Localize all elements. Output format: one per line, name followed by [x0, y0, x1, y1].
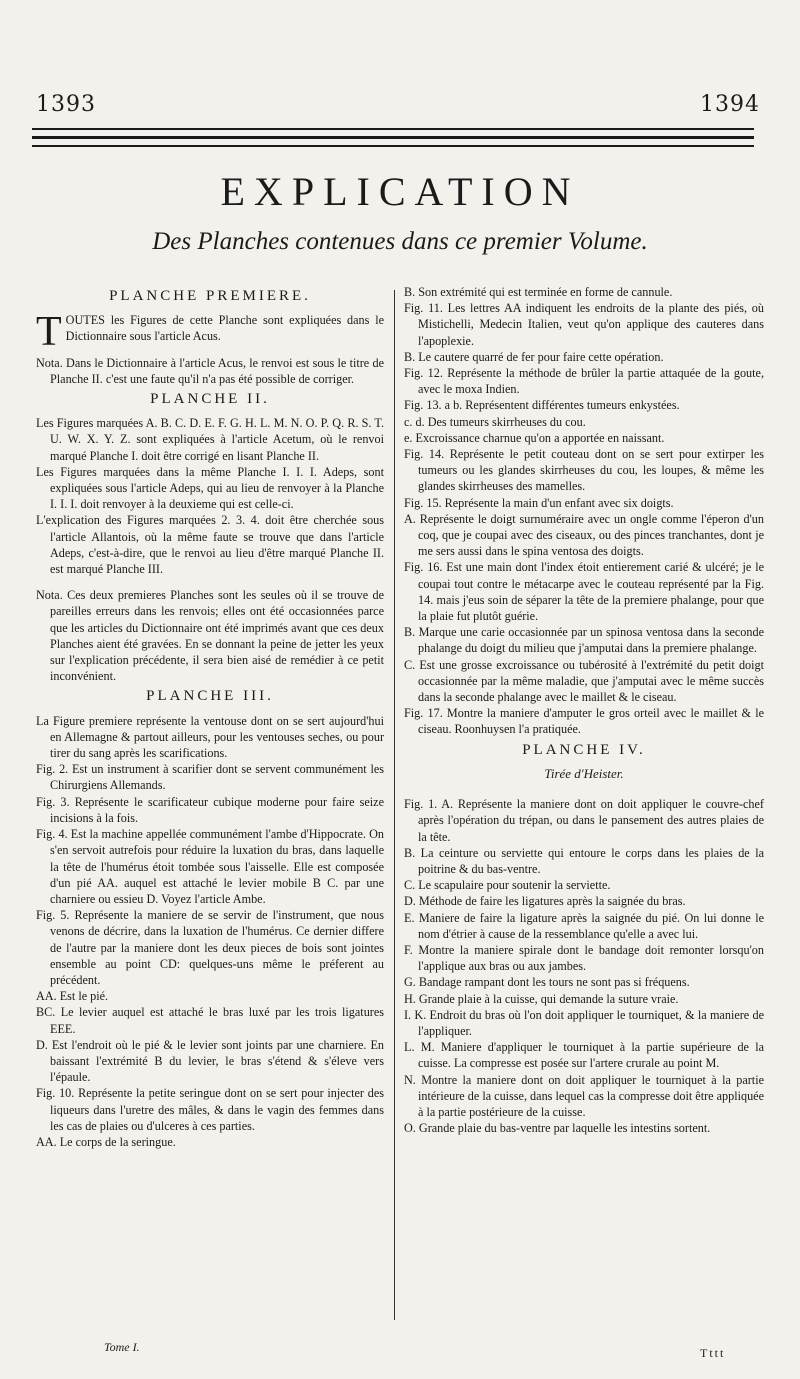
- figure-entry: Fig. 3. Représente le scarificateur cubique moderne pour faire seize incisions à la fois.: [36, 794, 384, 825]
- section-subheading: Tirée d'Heister.: [544, 765, 624, 781]
- section-heading: PLANCHE III.: [146, 688, 274, 705]
- figure-entry: F. Montre la maniere spirale dont le bandage doit remonter lorsqu'on l'applique aux bras ou aux jambes.: [404, 942, 764, 974]
- paragraph-text: OUTES les Figures de cette Planche sont expliquées dans le Dictionnaire sous l'article Acus.: [65, 313, 384, 344]
- figure-entry: La Figure premiere représente la ventouse dont on se sert aujourd'hui en Allemagne & partout ailleurs, pour les ventouses seches, ou pour tirer du sang après les scarifications.: [36, 713, 384, 761]
- figure-entry: L. M. Maniere d'appliquer le tourniquet à la partie supérieure de la cuisse. La compresse est posée sur l'artere crurale au point M.: [404, 1040, 764, 1071]
- figure-entry: Nota. Dans le Dictionnaire à l'article Acus, le renvoi est sous le titre de Planche II. c'est une faute qu'il n'a pas été possible de corriger.: [36, 355, 384, 386]
- figure-entry: C. Le scapulaire pour soutenir la serviette.: [404, 878, 611, 893]
- page-subtitle: Des Planches contenues dans ce premier Volume.: [152, 228, 648, 255]
- figure-entry: D. Est l'endroit où le pié & le levier sont joints par une charniere. En baissant l'extrémité B du levier, le bras s'étend & s'éleve vers l'épaule.: [36, 1037, 384, 1085]
- intro-paragraph: [36, 309, 384, 356]
- figure-entry: A. Représente le doigt surnuméraire avec un ongle comme l'éperon d'un coq, que je coupai avec des ciseaux, ou des pinces tranchantes, dont je me sers aussi dans le spina ventosa des doigts.: [404, 511, 764, 559]
- figure-entry: B. Son extrémité qui est terminée en forme de cannule.: [404, 285, 673, 299]
- header-rule: [32, 128, 754, 130]
- figure-entry: E. Maniere de faire la ligature après la saignée du pié. On lui donne le nom d'étrier à cause de la ressemblance qu'elle a avec lui.: [404, 910, 764, 941]
- drop-cap-letter: T: [36, 309, 62, 356]
- figure-entry: AA. Le corps de la seringue.: [36, 1134, 176, 1149]
- figure-entry: O. Grande plaie du bas-ventre par laquelle les intestins sortent.: [404, 1121, 711, 1136]
- figure-entry: I. K. Endroit du bras où l'on doit appliquer le tourniquet, & la maniere de l'appliquer.: [404, 1007, 764, 1038]
- page-number-right: 1394: [700, 92, 760, 117]
- figure-entry: Nota. Ces deux premieres Planches sont les seules où il se trouve de pareilles erreurs dans les renvois; elles ont été occasionnées parce que les articles du Dictionnaire ont été imprimés avant que ces deux Planches aient été gravées. En se donnant la peine de jetter les yeux sur l'explication précédente, il sera bien aisé de remédier à ce petit inconvénient.: [36, 588, 384, 684]
- figure-entry: D. Méthode de faire les ligatures après la saignée du bras.: [404, 894, 686, 909]
- figure-entry: c. d. Des tumeurs skirrheuses du cou.: [404, 414, 586, 429]
- figure-entry: B. Le cautere quarré de fer pour faire cette opération.: [404, 349, 664, 364]
- section-heading: PLANCHE PREMIERE.: [109, 288, 311, 304]
- figure-entry: N. Montre la maniere dont on doit appliquer le tourniquet à la partie intérieure de la cuisse, dans lequel cas la compresse doit être appliquée à la partie postérieure de la cuisse.: [404, 1072, 764, 1119]
- figure-entry: e. Excroissance charnue qu'on a apportée en naissant.: [404, 430, 665, 445]
- section-heading: PLANCHE II.: [150, 391, 270, 408]
- figure-entry: Fig. 10. Représente la petite seringue dont on se sert pour injecter des liqueurs dans l'uretre des mâles, & dans le vagin des femmes dans les cas de plaies ou d'ulceres à ces parties.: [36, 1086, 384, 1133]
- page-number-left: 1393: [36, 92, 96, 117]
- page-title: EXPLICATION: [220, 169, 580, 214]
- figure-entry: B. Marque une carie occasionnée par un spinosa ventosa dans la seconde phalange du doigt du milieu que j'amputai dans la premiere phalange.: [404, 625, 764, 656]
- figure-entry: Fig. 14. Représente le petit couteau dont on se sert pour extirper les tumeurs ou les glandes skirrheuses du cou, les loupes, & même les glandes skirrheuses des mamelles.: [404, 447, 764, 494]
- figure-entry: C. Est une grosse excroissance ou tubérosité à l'extrémité du petit doigt occasionnée par la même maladie, que j'amputai avec le même succès dans la seconde phalange avec le maillet & le ciseau.: [404, 657, 764, 705]
- right-column: [404, 284, 764, 1136]
- figure-entry: Fig. 2. Est un instrument à scarifier dont se servent communément les Chirurgiens Allemands.: [36, 762, 384, 793]
- figure-entry: B. La ceinture ou serviette qui entoure le corps dans les plaies de la poitrine & du bas-ventre.: [404, 845, 764, 876]
- figure-entry: Les Figures marquées A. B. C. D. E. F. G. H. L. M. N. O. P. Q. R. S. T. U. W. X. Y. Z. sont expliquées à l'article Acetum, où le renvoi marqué Planche I. doit être corrigé en lisant Planche II.: [36, 416, 384, 463]
- figure-entry: Fig. 17. Montre la maniere d'amputer le gros orteil avec le maillet & le ciseau. Roonhuysen l'a pratiquée.: [404, 706, 764, 737]
- volume-label: Tome I.: [104, 1340, 140, 1354]
- figure-entry: L'explication des Figures marquées 2. 3. 4. doit être cherchée sous l'article Allantois, où la même faute se trouve que dans l'article Adeps, c'est-à-dire, que le renvoi au lieu d'être marqué Planche II. est marqué Planche III.: [36, 513, 384, 577]
- header-rule: [32, 145, 754, 147]
- figure-entry: Fig. 5. Représente la maniere de se servir de l'instrument, que nous venons de décrire, dans la luxation de l'humérus. Ce dernier differe de l'autre par la maniere dont les deux pieces de bois sont jointes ensemble au point CD: quelques-uns même le préferent au précédent.: [36, 908, 384, 987]
- figure-entry: Fig. 16. Est une main dont l'index étoit entierement carié & ulcéré; je le coupai tout contre le métacarpe avec le couteau représenté par la Fig. 14. mais j'eus soin de séparer la tête de la premiere phalange, pour que la plaie fut plutôt guérie.: [404, 560, 764, 624]
- left-column: [36, 284, 384, 1150]
- figure-entry: Fig. 4. Est la machine appellée communément l'ambe d'Hippocrate. On s'en servoit autrefois pour réduire la luxation du bras, dans laquelle la tête de l'humérus étoit tombée sous l'aisselle. Elle est composée d'un pié AA. auquel est attaché le levier mobile B C. par une charniere ou essieu D. Voyez l'article Ambe.: [36, 827, 384, 906]
- figure-entry: BC. Le levier auquel est attaché le bras luxé par les trois ligatures EEE.: [36, 1005, 384, 1036]
- figure-entry: Fig. 11. Les lettres AA indiquent les endroits de la plante des piés, où Mistichelli, Medecin Italien, veut qu'on applique des cauteres dans l'apoplexie.: [404, 301, 764, 348]
- column-divider: [394, 290, 395, 1320]
- section-heading: PLANCHE IV.: [522, 741, 646, 758]
- figure-entry: H. Grande plaie à la cuisse, qui demande la suture vraie.: [404, 991, 679, 1006]
- figure-entry: AA. Est le pié.: [36, 989, 109, 1004]
- figure-entry: G. Bandage rampant dont les tours ne sont pas si fréquens.: [404, 975, 690, 990]
- figure-entry: Fig. 12. Représente la méthode de brûler la partie attaquée de la goute, avec le moxa Indien.: [404, 366, 764, 397]
- figure-entry: Fig. 15. Représente la main d'un enfant avec six doigts.: [404, 495, 674, 510]
- header-rule: [32, 136, 754, 139]
- signature-mark: Tttt: [700, 1346, 726, 1360]
- figure-entry: Les Figures marquées dans la même Planche I. I. I. Adeps, sont expliquées sous l'article Adeps, qui au lieu de renvoyer à la Planche I. I. I. doit renvoyer à la deuxieme qui est celle-ci.: [36, 464, 384, 512]
- figure-entry: Fig. 13. a b. Représentent différentes tumeurs enkystées.: [404, 398, 680, 413]
- figure-entry: Fig. 1. A. Représente la maniere dont on doit appliquer le couvre-chef après l'opération du trépan, ou dans le pansement des autres plaies de la tête.: [404, 797, 764, 844]
